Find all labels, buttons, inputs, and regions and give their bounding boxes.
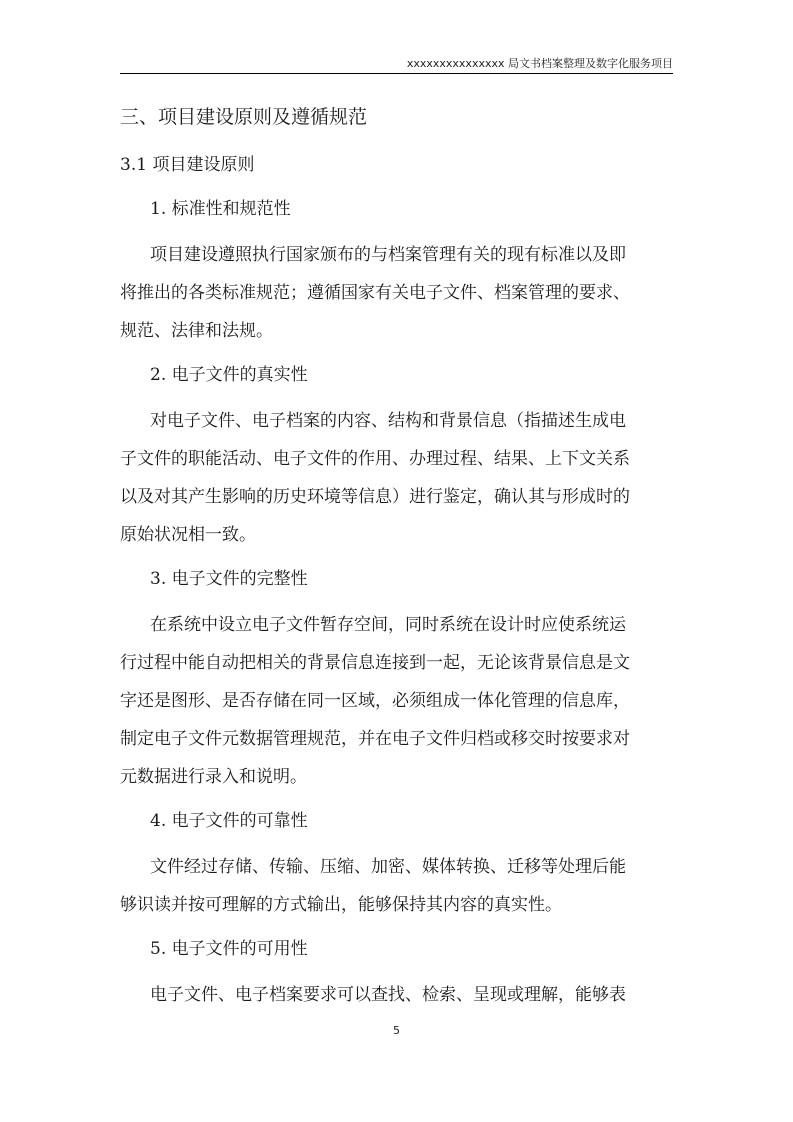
page-number: 5 [393,1024,400,1037]
item-paragraph-integrity [120,606,673,796]
paragraph-line: 元数据进行录入和说明。 [120,767,307,787]
paragraph-line: 在系统中设立电子文件暂存空间，同时系统在设计时应使系统运 [150,615,626,635]
paragraph-line: 电子文件、电子档案要求可以查找、检索、呈现或理解，能够表 [150,985,626,1005]
chapter-title: 三、项目建设原则及遵循规范 [120,106,368,128]
item-paragraph-usability [120,976,673,1014]
page-header: xxxxxxxxxxxxxxx 局文书档案整理及数字化服务项目 [406,57,673,70]
paragraph-line: 文件经过存储、传输、压缩、加密、媒体转换、迁移等处理后能 [150,857,626,877]
header-divider [120,73,673,74]
paragraph-line: 规范、法律和法规。 [120,321,273,341]
item-title-standardization: 1. 标准性和规范性 [150,199,291,219]
paragraph-line: 以及对其产生影响的历史环境等信息）进行鉴定，确认其与形成时的 [120,487,630,507]
item-title-authenticity: 2. 电子文件的真实性 [150,365,308,385]
paragraph-line: 原始状况相一致。 [120,525,256,545]
item-paragraph-reliability [120,848,673,924]
item-title-integrity: 3. 电子文件的完整性 [150,569,308,589]
paragraph-line: 字还是图形、是否存储在同一区域，必须组成一体化管理的信息库， [120,691,630,711]
item-title-usability: 5. 电子文件的可用性 [150,939,308,959]
paragraph-line: 制定电子文件元数据管理规范，并在电子文件归档或移交时按要求对 [120,729,630,749]
item-paragraph-authenticity [120,402,673,554]
paragraph-line: 行过程中能自动把相关的背景信息连接到一起，无论该背景信息是文 [120,653,630,673]
document-body [120,100,673,1024]
paragraph-line: 子文件的职能活动、电子文件的作用、办理过程、结果、上下文关系 [120,449,630,469]
paragraph-line: 项目建设遵照执行国家颁布的与档案管理有关的现有标准以及即 [150,245,626,265]
paragraph-line: 够识读并按可理解的方式输出，能够保持其内容的真实性。 [120,895,562,915]
paragraph-line: 将推出的各类标准规范；遵循国家有关电子文件、档案管理的要求、 [120,283,630,303]
section-title: 3.1 项目建设原则 [120,155,255,175]
item-title-reliability: 4. 电子文件的可靠性 [150,811,308,831]
item-paragraph-standardization [120,236,673,350]
paragraph-line: 对电子文件、电子档案的内容、结构和背景信息（指描述生成电 [150,411,626,431]
